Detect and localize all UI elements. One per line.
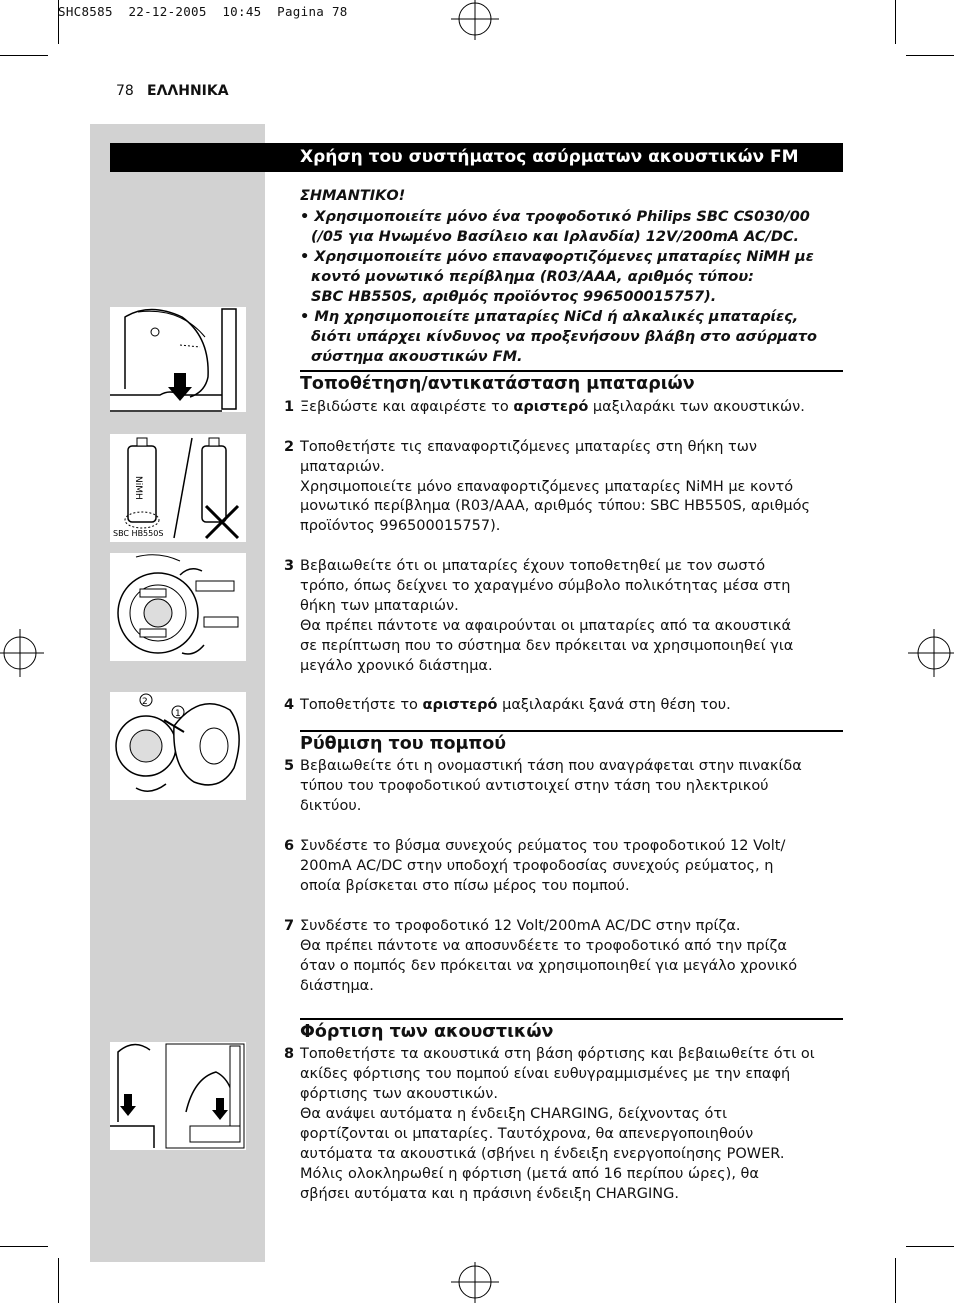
- crop-mark: [895, 0, 896, 44]
- step-text: προϊόντος 996500015757).: [300, 518, 501, 534]
- section-rule: [300, 370, 843, 372]
- figure-charging-base: [110, 307, 246, 412]
- important-line: SBC HB550S, αριθμός προϊόντος 996500015757).: [311, 289, 717, 305]
- step-number: 3: [284, 558, 295, 574]
- step-text: δικτύου.: [300, 798, 362, 814]
- step-number: 1: [284, 399, 295, 415]
- step-text: Συνδέστε το τροφοδοτικό 12 Volt/200mA AC/DC στην πρίζα.: [300, 918, 741, 934]
- registration-mark: [451, 0, 499, 42]
- registration-mark: [908, 629, 954, 677]
- important-line: • Μη χρησιμοποιείτε μπαταρίες NiCd ή αλκαλικές μπαταρίες,: [300, 309, 799, 325]
- step-number: 2: [284, 439, 295, 455]
- step-text: ακίδες φόρτισης του πομπού είναι ευθυγραμμισμένες με την επαφή: [300, 1066, 791, 1082]
- step-text: όταν ο πομπός δεν πρόκειται να χρησιμοποιηθεί για μεγάλο χρονικό: [300, 958, 798, 974]
- step-text: σε περίπτωση που το σύστημα δεν πρόκειται να χρησιμοποιηθεί για: [300, 638, 794, 654]
- battery-type-label: NiMH: [133, 476, 143, 500]
- step-text: σβήσει αυτόματα και η πράσινη ένδειξη CHARGING.: [300, 1186, 679, 1202]
- step-text: φορτίζονται οι μπαταρίες. Ταυτόχρονα, θα απενεργοποιηθούν: [300, 1126, 754, 1142]
- step-text: θήκη των μπαταριών.: [300, 598, 459, 614]
- battery-model-label: SBC HB550S: [113, 529, 164, 538]
- step-text: μονωτικό περίβλημα (R03/AAA, αριθμός τύπου: SBC HB550S, αριθμός: [300, 498, 811, 514]
- step-text: Βεβαιωθείτε ότι η ονομαστική τάση που αναγράφεται στην πινακίδα: [300, 758, 802, 774]
- section-heading: Φόρτιση των ακουστικών: [300, 1022, 554, 1042]
- step-text: Ξεβιδώστε και αφαιρέστε το αριστερό μαξιλαράκι των ακουστικών.: [300, 399, 805, 415]
- step-text: αυτόματα τα ακουστικά (σβήνει η ένδειξη ενεργοποίησης POWER.: [300, 1146, 785, 1162]
- step-text: Θα πρέπει πάντοτε να αποσυνδέετε το τροφοδοτικό από την πρίζα: [300, 938, 787, 954]
- step-text: φόρτισης των ακουστικών.: [300, 1086, 498, 1102]
- important-line: σύστημα ακουστικών FM.: [311, 349, 523, 365]
- section-rule: [300, 730, 843, 732]
- step-number: 5: [284, 758, 295, 774]
- crop-mark: [906, 1246, 954, 1247]
- step-number: 4: [284, 697, 295, 713]
- important-line: (/05 για Ηνωμένο Βασίλειο και Ιρλανδία) 12V/200mA AC/DC.: [311, 229, 800, 245]
- page-title: Χρήση του συστήματος ασύρματων ακουστικών FM: [300, 147, 799, 167]
- step-text: διάστημα.: [300, 978, 374, 994]
- language-label: ΕΛΛΗΝΙΚΑ: [147, 83, 229, 99]
- section-heading: Τοποθέτηση/αντικατάσταση μπαταριών: [300, 374, 695, 394]
- step-number: 8: [284, 1046, 295, 1062]
- crop-mark: [906, 55, 954, 56]
- important-line: κοντό μονωτικό περίβλημα (R03/AAA, αριθμός τύπου:: [311, 269, 754, 285]
- title-bar: [110, 143, 843, 172]
- step-text: Τοποθετήστε τις επαναφορτιζόμενες μπαταρίες στη θήκη των: [300, 439, 757, 455]
- step-text: Βεβαιωθείτε ότι οι μπαταρίες έχουν τοποθετηθεί με τον σωστό: [300, 558, 766, 574]
- step-text: μπαταριών.: [300, 459, 385, 475]
- callout-number: 2: [142, 697, 148, 707]
- crop-mark: [0, 1246, 48, 1247]
- figure-headphones-charging: [110, 1042, 246, 1150]
- step-text: οποία βρίσκεται στο πίσω μέρος του πομπού.: [300, 878, 630, 894]
- registration-mark: [0, 629, 44, 677]
- page-number: 78: [116, 83, 134, 99]
- step-text: τρόπο, όπως δείχνει το χαραγμένο σύμβολο πολικότητας μέσα στη: [300, 578, 791, 594]
- step-number: 6: [284, 838, 295, 854]
- figure-battery-compartment: [110, 553, 246, 661]
- step-text: Τοποθετήστε το αριστερό μαξιλαράκι ξανά στη θέση του.: [300, 697, 731, 713]
- step-text: Τοποθετήστε τα ακουστικά στη βάση φόρτισης και βεβαιωθείτε ότι οι: [300, 1046, 815, 1062]
- figure-ear-cushion: [110, 692, 246, 800]
- step-text: τύπου του τροφοδοτικού αντιστοιχεί στην τάση του ηλεκτρικού: [300, 778, 769, 794]
- important-line: • Χρησιμοποιείτε μόνο ένα τροφοδοτικό Philips SBC CS030/00: [300, 209, 810, 225]
- step-text: 200mA AC/DC στην υποδοχή τροφοδοσίας συνεχούς ρεύματος, η: [300, 858, 774, 874]
- crop-mark: [895, 1258, 896, 1303]
- important-line: διότι υπάρχει κίνδυνος να προξενήσουν βλάβη στο ασύρματο: [311, 329, 817, 345]
- crop-mark: [58, 1258, 59, 1303]
- section-heading: Ρύθμιση του πομπού: [300, 734, 507, 754]
- registration-mark: [451, 1260, 499, 1303]
- step-text: μεγάλο χρονικό διάστημα.: [300, 658, 493, 674]
- step-text: Συνδέστε το βύσμα συνεχούς ρεύματος του τροφοδοτικού 12 Volt/: [300, 838, 786, 854]
- callout-number: 1: [175, 709, 181, 719]
- step-text: Θα πρέπει πάντοτε να αφαιρούνται οι μπαταρίες από τα ακουστικά: [300, 618, 792, 634]
- step-number: 7: [284, 918, 295, 934]
- print-header: SHC8585 22-12-2005 10:45 Pagina 78: [58, 4, 348, 19]
- step-text: Θα ανάψει αυτόματα η ένδειξη CHARGING, δείχνοντας ότι: [300, 1106, 727, 1122]
- crop-mark: [0, 55, 48, 56]
- step-text: Μόλις ολοκληρωθεί η φόρτιση (μετά από 16 περίπου ώρες), θα: [300, 1166, 759, 1182]
- important-line: • Χρησιμοποιείτε μόνο επαναφορτιζόμενες μπαταρίες NiMH με: [300, 249, 814, 265]
- section-rule: [300, 1018, 843, 1020]
- step-text: Χρησιμοποιείτε μόνο επαναφορτιζόμενες μπαταρίες NiMH με κοντό: [300, 479, 794, 495]
- figure-batteries: [110, 434, 246, 542]
- important-label: ΣΗΜΑΝΤΙΚΟ!: [300, 188, 406, 204]
